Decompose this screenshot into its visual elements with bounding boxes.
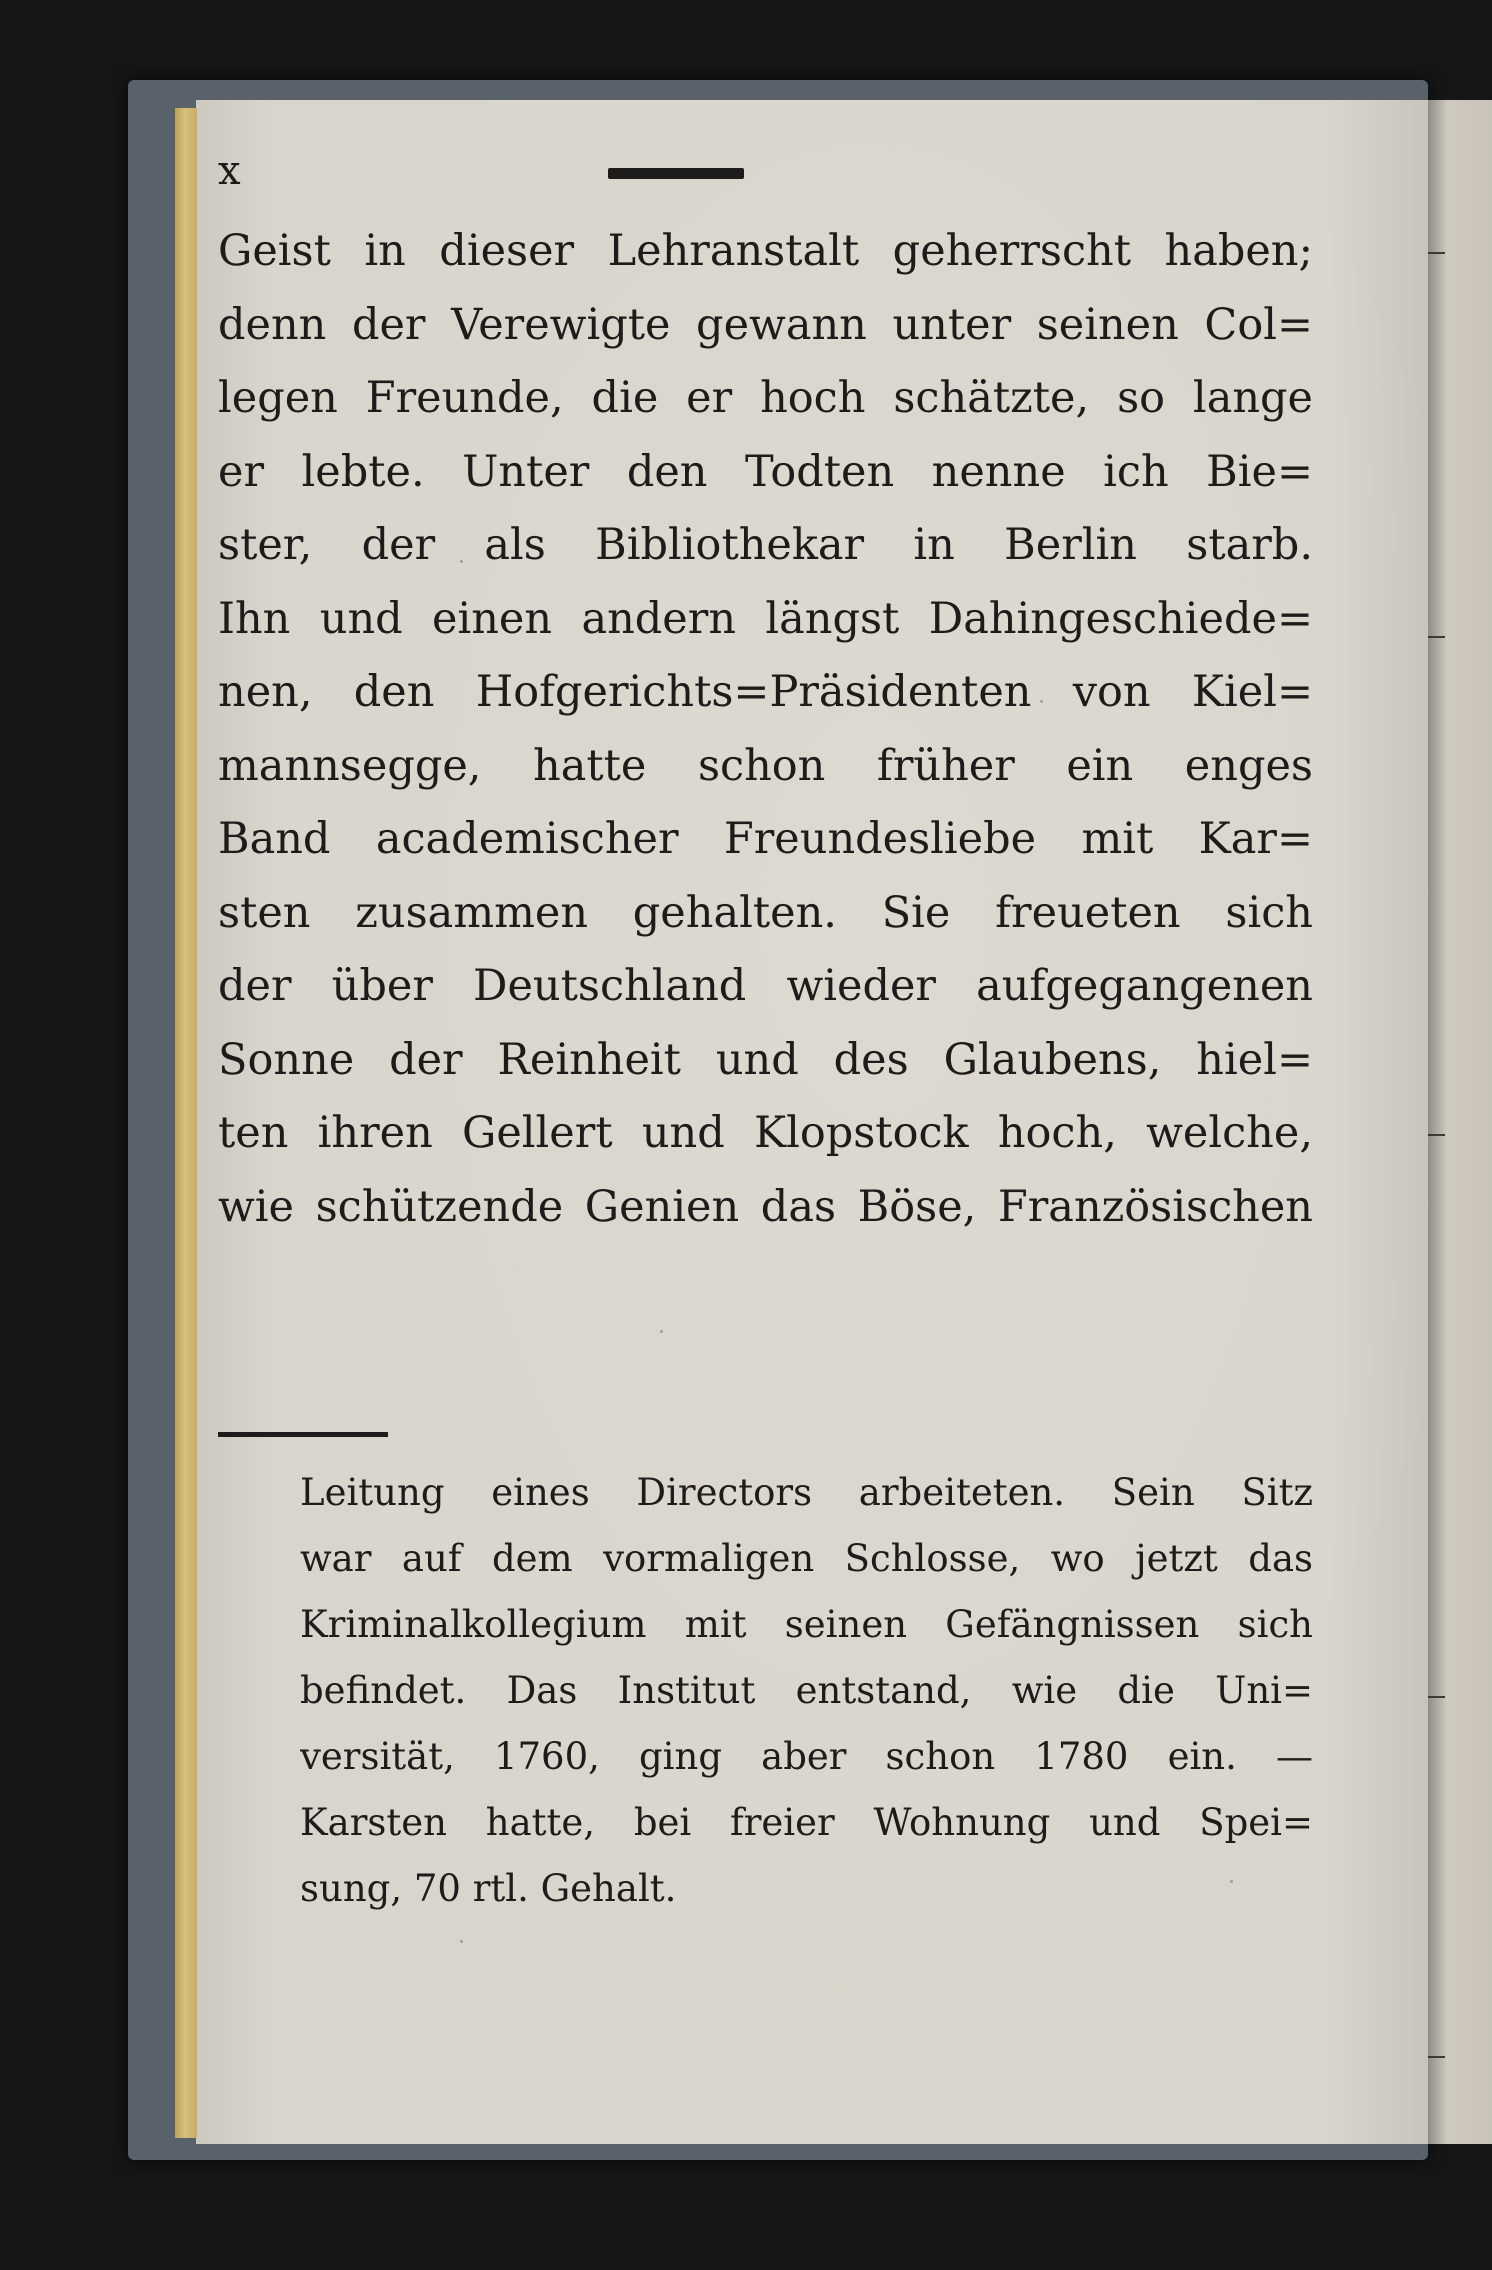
text-line: Geist in dieser Lehranstalt geherrscht haben; xyxy=(218,226,1313,276)
paper-speck xyxy=(1040,700,1043,703)
footnote-line: Kriminalkollegium mit seinen Gefängnissen sich xyxy=(300,1603,1313,1646)
page-number: x xyxy=(218,148,241,194)
facing-page-edge xyxy=(1428,100,1492,2144)
page-header xyxy=(218,148,978,198)
footnote-line: versität, 1760, ging aber schon 1780 ein. — xyxy=(300,1735,1313,1778)
text-line: ster, der als Bibliothekar in Berlin starb. xyxy=(218,520,1313,570)
paper-speck xyxy=(460,1940,463,1943)
gilt-page-edge xyxy=(175,108,197,2138)
text-line: sten zusammen gehalten. Sie freueten sich xyxy=(218,887,1313,938)
text-line: legen Freunde, die er hoch schätzte, so lange xyxy=(218,373,1313,423)
footnote xyxy=(300,1460,1313,1922)
text-line: der über Deutschland wieder aufgegangenen xyxy=(218,961,1313,1011)
text-line: Sonne der Reinheit und des Glaubens, hiel= xyxy=(218,1034,1313,1085)
paper-speck xyxy=(460,560,463,563)
text-line: denn der Verewigte gewann unter seinen Col= xyxy=(218,299,1313,350)
text-line: mannsegge, hatte schon früher ein enges xyxy=(218,740,1313,791)
text-line: Ihn und einen andern längst Dahingeschiede= xyxy=(218,593,1313,644)
paper-speck xyxy=(1230,1880,1233,1883)
footnote-line: Karsten hatte, bei freier Wohnung und Spei= xyxy=(300,1801,1313,1844)
text-line: er lebte. Unter den Todten nenne ich Bie= xyxy=(218,446,1313,497)
text-line: nen, den Hofgerichts=Präsidenten von Kiel= xyxy=(218,667,1313,717)
footnote-line: befindet. Das Institut entstand, wie die Uni= xyxy=(300,1669,1313,1712)
text-line: wie schützende Genien das Böse, Französischen xyxy=(218,1181,1313,1232)
footnote-line: Leitung eines Directors arbeiteten. Sein Sitz xyxy=(300,1471,1313,1514)
paper-speck xyxy=(660,1330,663,1333)
text-line: ten ihren Gellert und Klopstock hoch, welche, xyxy=(218,1108,1313,1158)
header-ornament-rule xyxy=(608,168,744,179)
footnote-line: war auf dem vormaligen Schlosse, wo jetzt das xyxy=(300,1537,1313,1580)
text-line: Band academischer Freundesliebe mit Kar= xyxy=(218,814,1313,864)
footnote-line: sung, 70 rtl. Gehalt. xyxy=(300,1867,677,1910)
main-text xyxy=(218,215,1313,1244)
footnote-divider xyxy=(218,1432,388,1437)
